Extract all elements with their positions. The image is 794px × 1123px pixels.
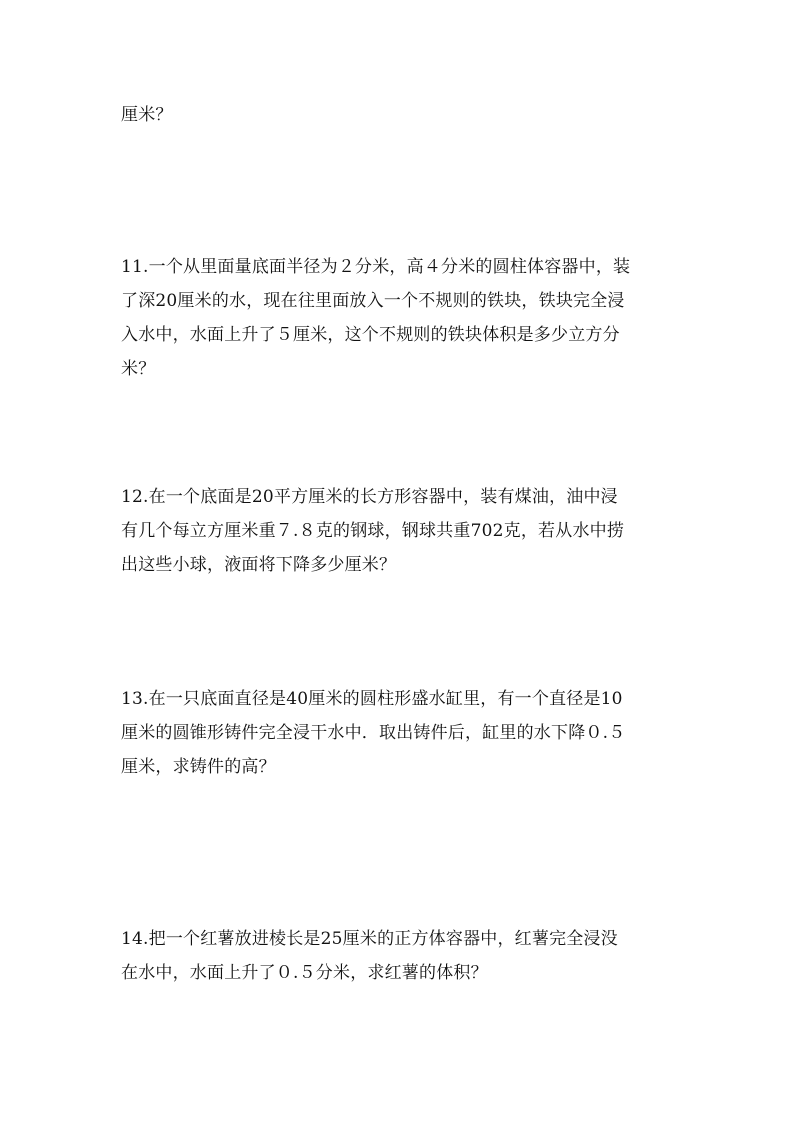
text-line: 厘米？ [121,105,173,125]
text-line: 入水中，水面上升了５厘米，这个不规则的铁块体积是多少立方分 [121,325,620,345]
problem-14 [121,922,681,990]
text-line: 12.在一个底面是20平方厘米的长方形容器中，装有煤油，油中浸 [121,487,618,507]
text-line: 出这些小球，液面将下降多少厘米？ [121,555,397,575]
text-line: 13.在一只底面直径是40厘米的圆柱形盛水缸里，有一个直径是10 [121,689,623,709]
text-line: 厘米，求铸件的高？ [121,757,276,777]
text-line: 在水中，水面上升了０.５分米，求红薯的体积？ [121,963,488,983]
text-line: 有几个每立方厘米重７.８克的钢球，钢球共重702克，若从水中捞 [121,521,625,541]
problem-continuation [121,98,681,132]
text-line: 14.把一个红薯放进棱长是25厘米的正方体容器中，红薯完全浸没 [121,929,618,949]
text-line: 了深20厘米的水，现在往里面放入一个不规则的铁块，铁块完全浸 [121,291,625,311]
text-line: 厘米的圆锥形铸件完全浸干水中．取出铸件后，缸里的水下降０.５ [121,723,626,743]
text-line: 11.一个从里面量底面半径为２分米，高４分米的圆柱体容器中，装 [121,257,631,277]
problem-12 [121,480,681,582]
problem-13 [121,682,681,784]
problem-11 [121,250,681,386]
text-line: 米？ [121,359,156,379]
